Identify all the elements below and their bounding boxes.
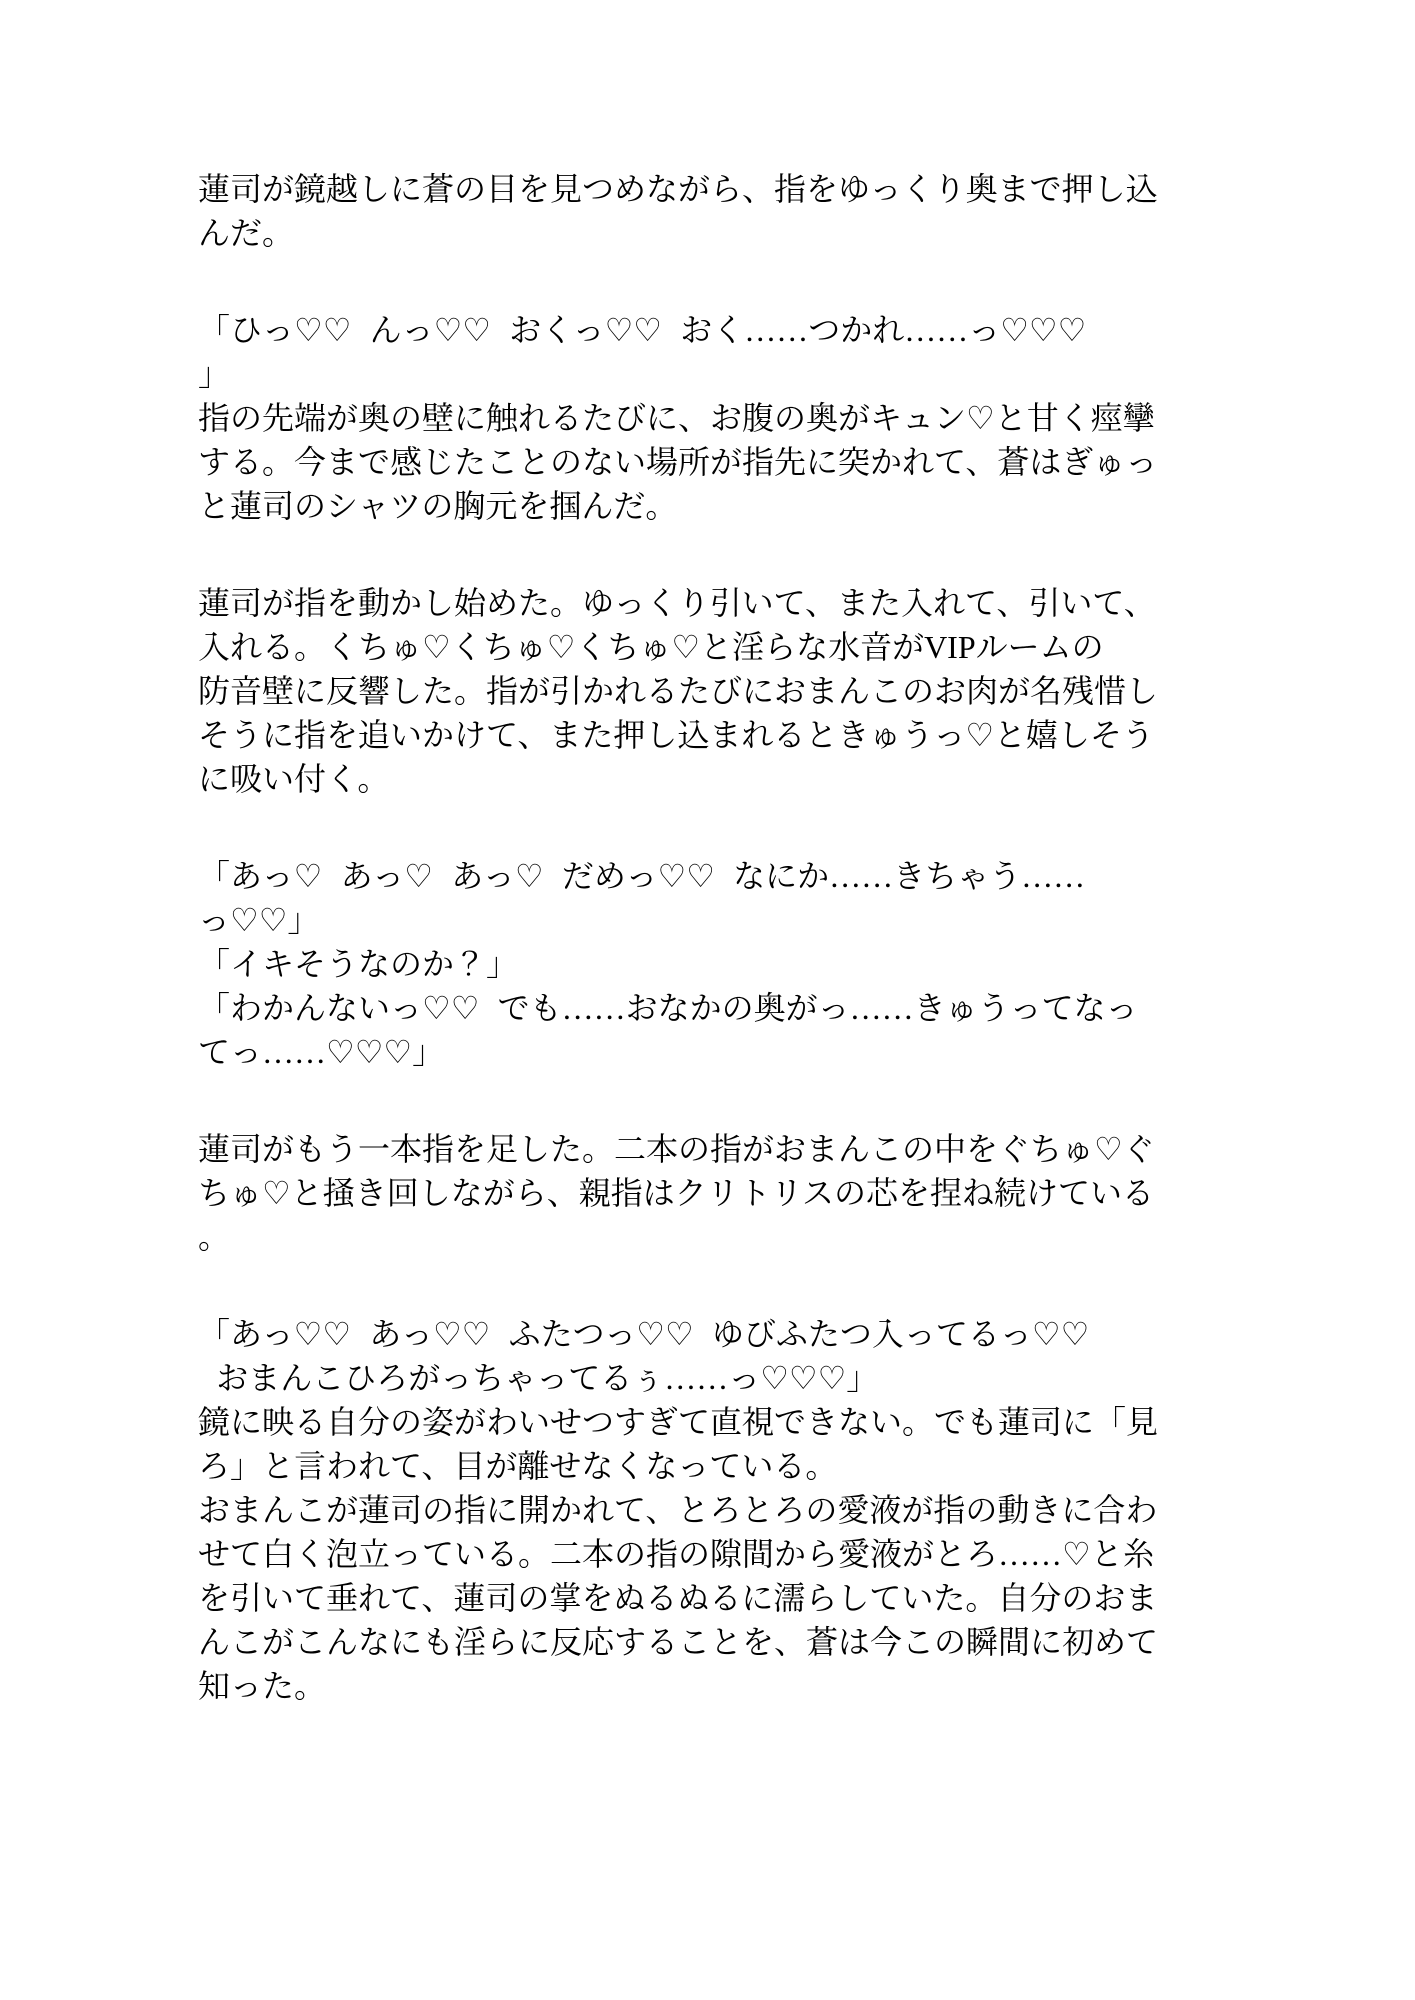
text-line: そうに指を追いかけて、また押し込まれるときゅうっ♡と嬉しそう — [198, 717, 1155, 753]
text-line: 蓮司が鏡越しに蒼の目を見つめながら、指をゆっくり奥まで押し込 — [198, 171, 1158, 207]
text-line: おまんこひろがっちゃってるぅ……っ♡♡♡」 — [198, 1360, 879, 1396]
paragraph — [198, 167, 1228, 255]
text-line: を引いて垂れて、蓮司の掌をぬるぬるに濡らしていた。自分のおま — [198, 1580, 1158, 1616]
text-line: おまんこが蓮司の指に開かれて、とろとろの愛液が指の動きに合わ — [198, 1492, 1158, 1528]
text-column — [198, 167, 1228, 1708]
text-line: ちゅ♡と掻き回しながら、親指はクリトリスの芯を捏ね続けている — [198, 1175, 1155, 1211]
text-line: 指の先端が奥の壁に触れるたびに、お腹の奥がキュン♡と甘く痙攣 — [198, 400, 1155, 436]
text-line: 知った。 — [198, 1668, 327, 1704]
text-line: 蓮司がもう一本指を足した。二本の指がおまんこの中をぐちゅ♡ぐ — [198, 1131, 1155, 1167]
text-line: 「ひっ♡♡ んっ♡♡ おくっ♡♡ おく……つかれ……っ♡♡♡ — [198, 312, 1087, 348]
paragraph — [198, 854, 1228, 1074]
text-line: 「あっ♡ あっ♡ あっ♡ だめっ♡♡ なにか……きちゃう…… — [198, 858, 1086, 894]
paragraph — [198, 308, 1228, 528]
paragraph — [198, 1127, 1228, 1259]
text-line: せて白く泡立っている。二本の指の隙間から愛液がとろ……♡と糸 — [198, 1536, 1155, 1572]
text-line: っ♡♡」 — [198, 902, 320, 938]
text-line: する。今まで感じたことのない場所が指先に突かれて、蒼はぎゅっ — [198, 444, 1158, 480]
text-line: 入れる。くちゅ♡くちゅ♡くちゅ♡と淫らな水音がVIPルームの — [198, 629, 1104, 665]
text-line: 。 — [198, 1219, 231, 1255]
paragraph — [198, 1312, 1228, 1708]
text-line: てっ……♡♡♡」 — [198, 1034, 445, 1070]
paragraph — [198, 581, 1228, 801]
text-line: 防音壁に反響した。指が引かれるたびにおまんこのお肉が名残惜し — [198, 673, 1159, 709]
text-line: 鏡に映る自分の姿がわいせつすぎて直視できない。でも蓮司に「見 — [198, 1404, 1159, 1440]
text-line: に吸い付く。 — [198, 761, 390, 797]
text-line: 「あっ♡♡ あっ♡♡ ふたつっ♡♡ ゆびふたつ入ってるっ♡♡ — [198, 1316, 1090, 1352]
text-line: ろ」と言われて、目が離せなくなっている。 — [198, 1448, 838, 1484]
text-line: 「わかんないっ♡♡ でも……おなかの奥がっ……きゅうってなっ — [198, 990, 1138, 1026]
text-line: んだ。 — [198, 215, 295, 251]
text-line: と蓮司のシャツの胸元を掴んだ。 — [198, 488, 678, 524]
text-line: んこがこんなにも淫らに反応することを、蒼は今この瞬間に初めて — [198, 1624, 1159, 1660]
text-line: 」 — [198, 356, 231, 392]
text-line: 蓮司が指を動かし始めた。ゆっくり引いて、また入れて、引いて、 — [198, 585, 1156, 621]
text-line: 「イキそうなのか？」 — [198, 946, 519, 982]
